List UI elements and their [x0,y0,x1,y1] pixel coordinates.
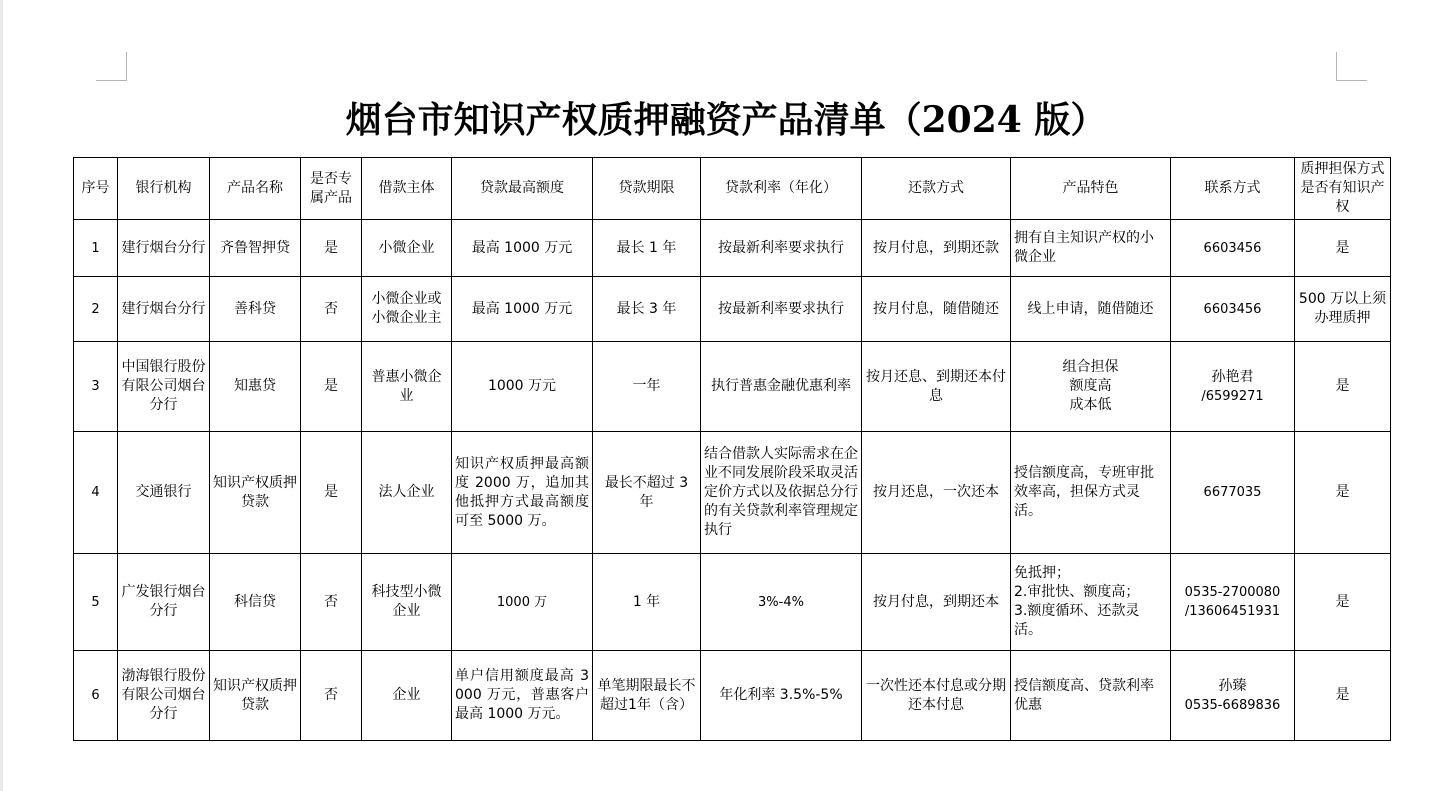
header-features: 产品特色 [1011,158,1171,220]
cell-ip-pledge: 是 [1295,554,1391,651]
cell-rate: 按最新利率要求执行 [701,220,862,277]
cell-term: 单笔期限最长不超过1年（含） [593,651,701,741]
header-rate: 贷款利率（年化） [701,158,862,220]
cell-features [1011,342,1171,432]
table-row [74,554,1391,651]
cell-exclusive: 是 [301,342,362,432]
header-bank: 银行机构 [118,158,210,220]
cell-exclusive: 否 [301,277,362,342]
cell-term: 最长 3 年 [593,277,701,342]
cell-product: 善科贷 [210,277,301,342]
cell-features: 拥有自主知识产权的小微企业 [1011,220,1171,277]
table-row [74,432,1391,554]
cell-features: 线上申请，随借随还 [1011,277,1171,342]
feature-line: 成本低 [1069,397,1112,413]
table-row [74,220,1391,277]
cell-ip-pledge: 是 [1295,342,1391,432]
cell-exclusive: 是 [301,220,362,277]
cell-no: 1 [74,220,118,277]
table-row [74,277,1391,342]
cell-product: 科信贷 [210,554,301,651]
cell-product: 知识产权质押贷款 [210,432,301,554]
contact-line: /13606451931 [1184,604,1281,619]
cell-repayment: 按月付息，到期还本 [862,554,1011,651]
cell-features: 授信额度高，专班审批效率高，担保方式灵活。 [1011,432,1171,554]
header-borrower: 借款主体 [362,158,452,220]
header-repayment: 还款方式 [862,158,1011,220]
cell-ip-pledge: 是 [1295,220,1391,277]
cell-contact: 6677035 [1171,432,1295,554]
cell-features [1011,554,1171,651]
header-max-amount: 贷款最高额度 [452,158,593,220]
cell-borrower: 企业 [362,651,452,741]
cell-max-amount: 单户信用额度最高 3000 万元，普惠客户最高 1000 万元。 [452,651,593,741]
header-no: 序号 [74,158,118,220]
cell-bank: 渤海银行股份有限公司烟台分行 [118,651,210,741]
margin-mark-top-right-h [1336,80,1367,81]
margin-mark-top-right [1336,52,1337,80]
cell-borrower: 法人企业 [362,432,452,554]
cell-exclusive: 否 [301,651,362,741]
cell-rate: 执行普惠金融优惠利率 [701,342,862,432]
contact-line: 孙艳君 [1211,368,1254,385]
contact-line: 0535-6689836 [1184,697,1281,713]
table-row [74,651,1391,741]
header-ip-pledge: 质押担保方式是否有知识产权 [1295,158,1391,220]
cell-no: 3 [74,342,118,432]
cell-rate: 年化利率 3.5%-5% [701,651,862,741]
cell-rate: 按最新利率要求执行 [701,277,862,342]
cell-bank: 广发银行烟台分行 [118,554,210,651]
cell-max-amount: 最高 1000 万元 [452,220,593,277]
cell-max-amount: 最高 1000 万元 [452,277,593,342]
cell-exclusive: 是 [301,432,362,554]
cell-rate: 结合借款人实际需求在企业不同发展阶段采取灵活定价方式以及依据总分行的有关贷款利率管理规定执行 [701,432,862,554]
cell-product: 知惠贷 [210,342,301,432]
cell-repayment: 按月还息、到期还本付息 [862,342,1011,432]
cell-bank: 建行烟台分行 [118,220,210,277]
cell-bank: 建行烟台分行 [118,277,210,342]
cell-product: 知识产权质押贷款 [210,651,301,741]
cell-exclusive: 否 [301,554,362,651]
cell-ip-pledge: 500 万以上须办理质押 [1295,277,1391,342]
cell-max-amount: 1000 万 [452,554,593,651]
cell-max-amount: 1000 万元 [452,342,593,432]
cell-repayment: 按月付息，到期还款 [862,220,1011,277]
cell-borrower: 科技型小微企业 [362,554,452,651]
header-contact: 联系方式 [1171,158,1295,220]
cell-term: 1 年 [593,554,701,651]
contact-line: /6599271 [1201,388,1264,404]
feature-line: 免抵押； [1014,565,1070,581]
cell-bank: 中国银行股份有限公司烟台分行 [118,342,210,432]
feature-line: 2.审批快、额度高； [1014,584,1140,600]
cell-contact: 6603456 [1171,277,1295,342]
cell-term: 最长不超过 3 年 [593,432,701,554]
cell-repayment: 按月还息，一次还本 [862,432,1011,554]
cell-borrower: 小微企业 [362,220,452,277]
table-row [74,342,1391,432]
document-title: 烟台市知识产权质押融资产品清单（2024 版） [345,99,1107,141]
cell-ip-pledge: 是 [1295,432,1391,554]
margin-mark-top-left-h [96,80,127,81]
header-term: 贷款期限 [593,158,701,220]
cell-borrower: 小微企业或小微企业主 [362,277,452,342]
cell-no: 4 [74,432,118,554]
cell-no: 2 [74,277,118,342]
feature-line: 额度高 [1069,378,1112,394]
cell-bank: 交通银行 [118,432,210,554]
table-header-row [74,158,1391,220]
cell-no: 6 [74,651,118,741]
cell-repayment: 按月付息，随借随还 [862,277,1011,342]
header-product: 产品名称 [210,158,301,220]
margin-mark-top-left [126,52,127,80]
feature-line: 3.额度循环、还款灵活。 [1014,603,1140,638]
cell-ip-pledge: 是 [1295,651,1391,741]
product-table [73,157,1391,741]
cell-product: 齐鲁智押贷 [210,220,301,277]
contact-line: 孙臻 [1218,677,1247,694]
header-exclusive: 是否专属产品 [301,158,362,220]
cell-repayment: 一次性还本付息或分期还本付息 [862,651,1011,741]
cell-no: 5 [74,554,118,651]
cell-term: 最长 1 年 [593,220,701,277]
cell-contact [1171,554,1295,651]
cell-contact [1171,651,1295,741]
cell-features: 授信额度高、贷款利率优惠 [1011,651,1171,741]
cell-rate: 3%-4% [701,554,862,651]
cell-contact: 6603456 [1171,220,1295,277]
contact-line: 0535-2700080 [1184,585,1281,600]
cell-max-amount: 知识产权质押最高额度 2000 万，追加其他抵押方式最高额度可至 5000 万。 [452,432,593,554]
cell-borrower: 普惠小微企业 [362,342,452,432]
cell-contact [1171,342,1295,432]
cell-term: 一年 [593,342,701,432]
feature-line: 组合担保 [1062,359,1119,375]
